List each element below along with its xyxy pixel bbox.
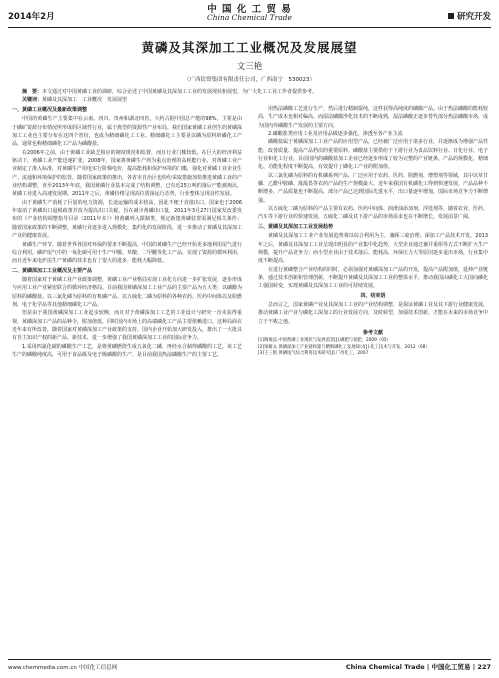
article-title: 黄磷及其深加工工业概况及发展展望 (141, 40, 358, 55)
paragraph: 但是由于我国黄磷深加工工业起步较晚，而且对于黄磷深加工工艺的工业设计与研究一直未获得重视，黄磷深加工产品的品种少，附加值低，同时国内市场上的高端磷化工产品主要依赖进口，这种局面在近年来有所改善，随着国家对黄磷深加工产业政策的支持，国内企业开始加大研发投入，推出了一大批具有自主知识产权的新产品、新技术，进一步增强了我国黄磷深加工工业的国际竞争力。 (12, 310, 243, 342)
abstract-block (22, 88, 477, 105)
paragraph: 以五硫化二磷为原料的产品主要有农药、医药中间体、润滑油添加剂、浮选剂等，随着农业、医药、汽车等下游行业的快速发展，五硫化二磷及其下游产品的市场需求也在不断增长，发展前景广阔。 (258, 206, 489, 221)
square-icon (448, 13, 454, 19)
paragraph: 用热法磷酸工艺进行生产，然后进行精制提纯，这样获得高纯度的磷酸产品。由于热法磷酸的能耗较高，生产成本也相对偏高，而湿法磷酸净化技术的不断成熟，湿法磷酸正逐步替代部分热法磷酸市场，成为国内外磷酸生产发展的主要方向。 (258, 106, 489, 129)
paragraph: 随着国家对于黄磷工业产业政策调整，黄磷工业产业格局实现工业化方向进一步扩张发展，逐步形成与应用工业产业紧密联合的循环经济格局。目前我国黄磷深加工工业产品的主要产品为五大类：以磷酸为原料的磷酸盐、以三氯化磷为原料的有机磷产品、以五硫化二磷为原料的各种农药、医药中间体以及阻燃剂、电子化学品等其他精细磷化工产品。 (12, 276, 243, 308)
section-heading: 一、黄磷工业概况及最新政策调整 (12, 107, 88, 113)
magazine-title-cn: 中 国 化 工 贸 易 (207, 4, 292, 15)
article-affiliation: （广西钦资集团有限责任公司，广西南宁 530023） (184, 77, 315, 83)
paragraph: 在进行黄磷整合产业结构的同时，必须加强对黄磷深加工产品的开发，提高产品附加值，延伸产业链条，通过技术创新和管理创新，不断提升黄磷及其深加工工业的整体水平，推动我国由磷化工大国向磷化工强国转变，实现黄磷及其深加工工业的可持续发展。 (258, 266, 489, 290)
magazine-title-en: China Chemical Trade (207, 13, 292, 22)
references (258, 329, 488, 358)
reference-item: [1]陶俊法.中国黄磷工业现状与发展前景[J].磷肥与复肥，2009（05） (258, 338, 391, 344)
header-rule (8, 27, 491, 28)
paragraph: 以三氯化磷为原料的有机磷系列产品，广泛应用于农药、医药、阻燃剂、增塑剂等领域，其中以草甘膦、乙酰甲胺磷、敌敌畏等农药产品的生产规模最大。近年来我国有机磷化工得到快速发展，产品品种不断增多，产品质量也不断提高，部分产品已达到国际先进水平，出口量逐年增加，国际市场竞争力不断增强。 (258, 172, 489, 204)
footer-rule (8, 659, 491, 660)
abstract (22, 88, 477, 96)
keywords-text: 黄磷及其深加工 工业概况 发展展望 (42, 97, 128, 104)
footer-website: www.chemmedia.com.cn 中国化工信息网 (8, 665, 118, 671)
paragraph: 2.磷酸盐类应用工业及应用品级逐步强化，渗透至各产业主流 (268, 131, 403, 138)
paragraph: 1.采用四氯化碳的磷酸生产工艺，是将黄磷燃烧生成五氧化二磷，再经水合制得磷酸的工艺，该工艺生产的磷酸纯度高，可用于食品级及电子级磷酸的生产，是目前我国热法磷酸生产的主要工艺。 (12, 343, 242, 358)
right-column-body (258, 105, 488, 326)
paragraph: 由于黄磷生产消耗了巨量的电力资源，长途运输的成本较高，因此不便于直接出口，国家也于2006年取消了黄磷出口退税政策并改为提高出口关税，旨在减少黄磷出口量，2011年3月27日国家发改委发布的《产业结构调整指导目录（2011年本）》将黄磷列入限制类，规定新建黄磷装置需满足相关条件；随着国家政策的不断调整，黄磷行业逐步进入规模化、集约化的发展阶段，进一步推动了黄磷及其深加工产业的健康发展。 (12, 199, 243, 240)
section-heading: 二、黄磷深加工工业概况及主要产品 (12, 267, 93, 274)
abstract-text: 本文通过对中国黄磷工业的调研，综合论述了中国黄磷及其深加工工业的发展现状和展望，为广大化工工业工作者提供参考。 (42, 89, 318, 95)
paragraph: 黄磷生产环节，随着世界各国对环保的要求不断提高，中国的黄磷生产已经开始更多地利用尾气进行综合利用，磷炉尾气中的一氧化碳可用于生产甲酸、草酸、二甲醚等化工产品，实现了资源的循环利用，而且近年来电炉法生产黄磷的技术也有了很大的进步，能耗大幅降低。 (12, 241, 243, 265)
paragraph: 总而言之，国家黄磷产业及其深加工工业的产业结构调整，是保证黄磷工业及其下游行业健康发展，推动黄磷工业产业与磷化工深加工的行业发展方向，及时转型，加强技术创新，才能在未来的市场竞争中立于不败之地。 (258, 301, 489, 325)
right-column (258, 105, 488, 358)
section-label (448, 10, 491, 22)
article-author: 文三艳 (236, 62, 263, 72)
section-heading: 三、黄磷及其深加工工业发展趋势 (258, 223, 334, 230)
paragraph: 磷酸盐属于黄磷深加工工业产品的应用型产品，已经被广泛应用于诸多行业，并逐渐成为增强产品性能、改善质量、提高产品档次的重要原料。磷酸盐主要供给于下游行业为食品饮料行业、日化行业、电子行业和化工行业，目前国内的磷酸盐加工企业已经逐步形成了较为完整的产业链条，产品的规模化、精细化、功能化程度不断提高，有效提升了磷化工产业的附加值。 (258, 139, 489, 171)
keywords (22, 96, 477, 104)
abstract-label: 摘 要： (22, 89, 43, 95)
paragraph: 黄磷及其深加工工业产业发展趋势将以综合利用为主，兼顾三废治理、深加工产品技术开发。2013年之后，黄磷及其深加工工业呈现出明显的产业集中化趋势，大型企业通过兼并重组等方式不断扩大生产规模，提升产品竞争力；而小型企业由于技术落后、能耗高、环保压力大等原因逐步退出市场，行业集中度不断提高。 (258, 233, 489, 265)
reference-item: [3]王三艳.黄磷尾气综合利用技术研究[J].广西化工，2007 (258, 351, 369, 357)
page-header (0, 0, 499, 30)
section-label-text: 研究开发 (456, 12, 491, 22)
footer-journal-page: China Chemical Trade | 中国化工贸易 | 227 (345, 663, 491, 671)
references-title: 参考文献 (362, 329, 383, 336)
section-heading: 四、结束语 (360, 292, 386, 299)
keywords-label: 关键词： (22, 97, 43, 104)
reference-item: [2]梁雄文.黄磷深加工产业链构建与精细磷化工发展探讨[J].化工技术与开发，2012（08） (258, 344, 430, 350)
paragraph: 在2006年之前，由于黄磷工业缺乏相应的制度规范和监督，而且行业门槛较低，在巨大的经济利益驱动下，黄磷工业产能迅速扩张，2008年，国家将黄磷生产列为重点治理的高耗能行业，对黄磷工业产业制定了准入标准，对黄磷生产用电实行阶梯电价，提高能耗和保护环境的门槛，强化对黄磷工业企业生产、流通和环境保护的监管，随着国家政策的推出，各省市自治区也纷纷采取措施加快推进黄磷工业的产业结构调整，直至2013年年底，我国黄磷行业基本完成了结构调整，已有近25万吨的落后产能被淘汰，黄磷工业进入高速发展期。2011年之后，黄磷价格呈现高位震荡运行态势，行业整体呈现良性发展。 (12, 149, 243, 198)
issue-date: 2014年2月 (8, 12, 55, 22)
left-column (12, 105, 242, 359)
paragraph: 中国的黄磷生产主要集中在云南、四川、贵州和湖北四省，大约占据中国总产能的98%。主要是由于磷矿资源分布情况所形成的区域性行业，属于典型的资源性产业布局。我们国家黄磷工业创生的黄磷深加工工业也主要分布在这四个省份，也成为精细磷化工工业。精细磷化工主要是以磷为原料的磷化工产品，通常也称精细磷化工产品为磷酸盐。 (12, 116, 243, 148)
